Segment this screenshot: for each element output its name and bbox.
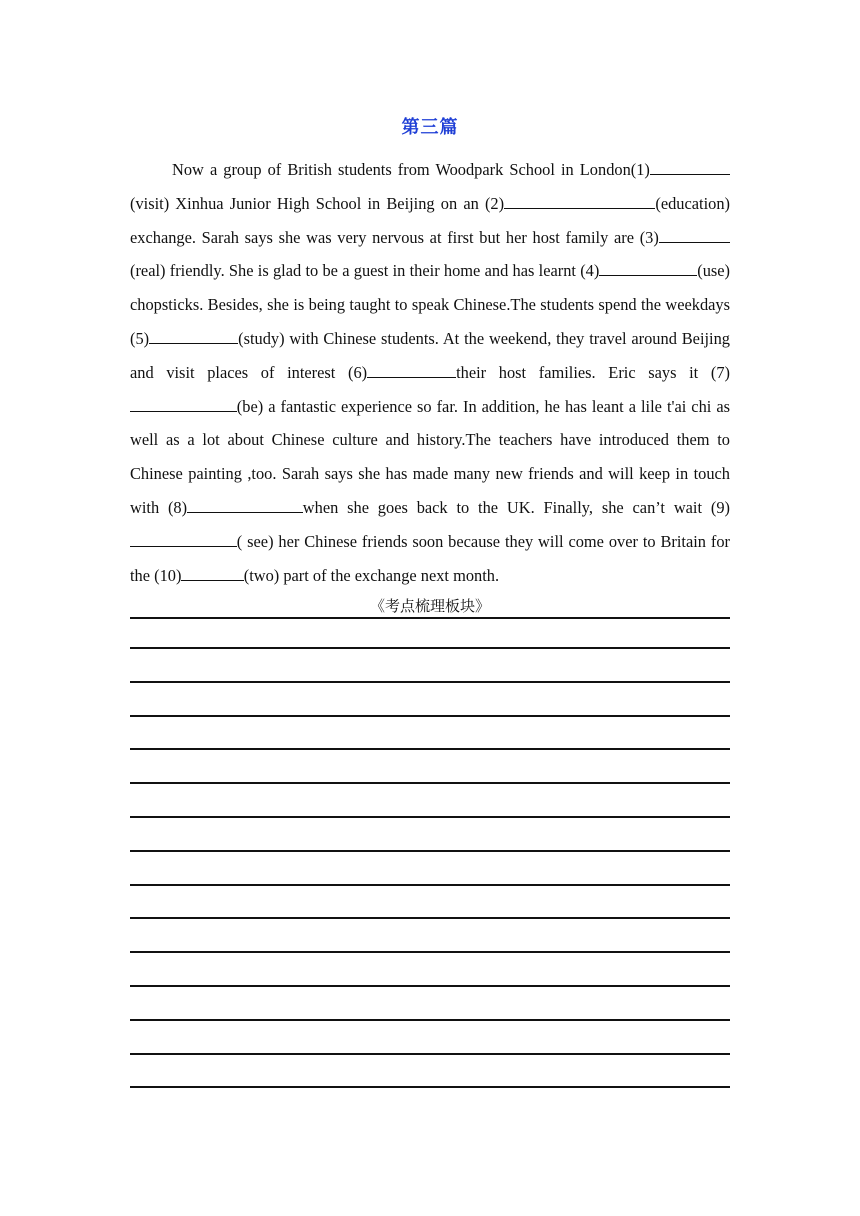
writing-line <box>130 850 730 852</box>
passage-text: (use) chopsticks. Besides, she is being taught to speak Chinese.The students spend the weekdays (5) <box>130 261 730 348</box>
writing-line <box>130 748 730 750</box>
answer-blank[interactable] <box>130 397 237 412</box>
writing-line <box>130 985 730 987</box>
writing-line <box>130 1086 730 1088</box>
passage-text: (two) part of the exchange next month. <box>243 565 500 585</box>
writing-line <box>130 917 730 919</box>
answer-blank[interactable] <box>130 532 237 547</box>
answer-blank[interactable] <box>149 329 238 344</box>
page-title: 第三篇 <box>401 117 459 138</box>
passage-text: (visit) Xinhua Junior High School in Beijing on an (2) <box>130 193 505 213</box>
passage-text: (education) exchange. Sarah says she was very nervous at first but her host family are (3) <box>130 193 730 247</box>
answer-blank[interactable] <box>181 566 243 581</box>
writing-line <box>130 782 730 784</box>
answer-blank[interactable] <box>650 160 730 175</box>
writing-line <box>130 715 730 717</box>
passage-text: (study) with Chinese students. At the weekend, they travel around Beijing and visit places of interest (6) <box>130 328 730 382</box>
passage-text: ( see) her Chinese friends soon because they will come over to Britain for the (10) <box>130 531 730 585</box>
passage-text: (be) a fantastic experience so far. In addition, he has leant a lile t'ai chi as well as a lot about Chinese culture and history.The teachers have introduced them to Chinese painting ,too. Sarah says she has made many new friends and will keep in touch with (8) <box>130 396 730 517</box>
answer-blank[interactable] <box>659 228 730 243</box>
writing-line <box>130 816 730 818</box>
answer-blank[interactable] <box>187 498 303 513</box>
passage-text: their host families. Eric says it (7) <box>456 362 730 382</box>
answer-blank[interactable] <box>504 194 655 209</box>
writing-line <box>130 1019 730 1021</box>
writing-line <box>130 647 730 649</box>
passage-text: Now a group of British students from Woodpark School in London(1) <box>172 160 650 179</box>
passage-text: (real) friendly. She is glad to be a guest in their home and has learnt (4) <box>130 261 600 281</box>
notes-section-header: 《考点梳理板块》 <box>130 597 730 619</box>
reading-passage <box>130 153 730 592</box>
passage-text: when she goes back to the UK. Finally, she can’t wait (9) <box>302 497 730 517</box>
writing-line <box>130 951 730 953</box>
answer-blank[interactable] <box>367 363 456 378</box>
writing-line <box>130 884 730 886</box>
writing-line <box>130 1053 730 1055</box>
writing-line <box>130 681 730 683</box>
answer-blank[interactable] <box>599 261 697 276</box>
